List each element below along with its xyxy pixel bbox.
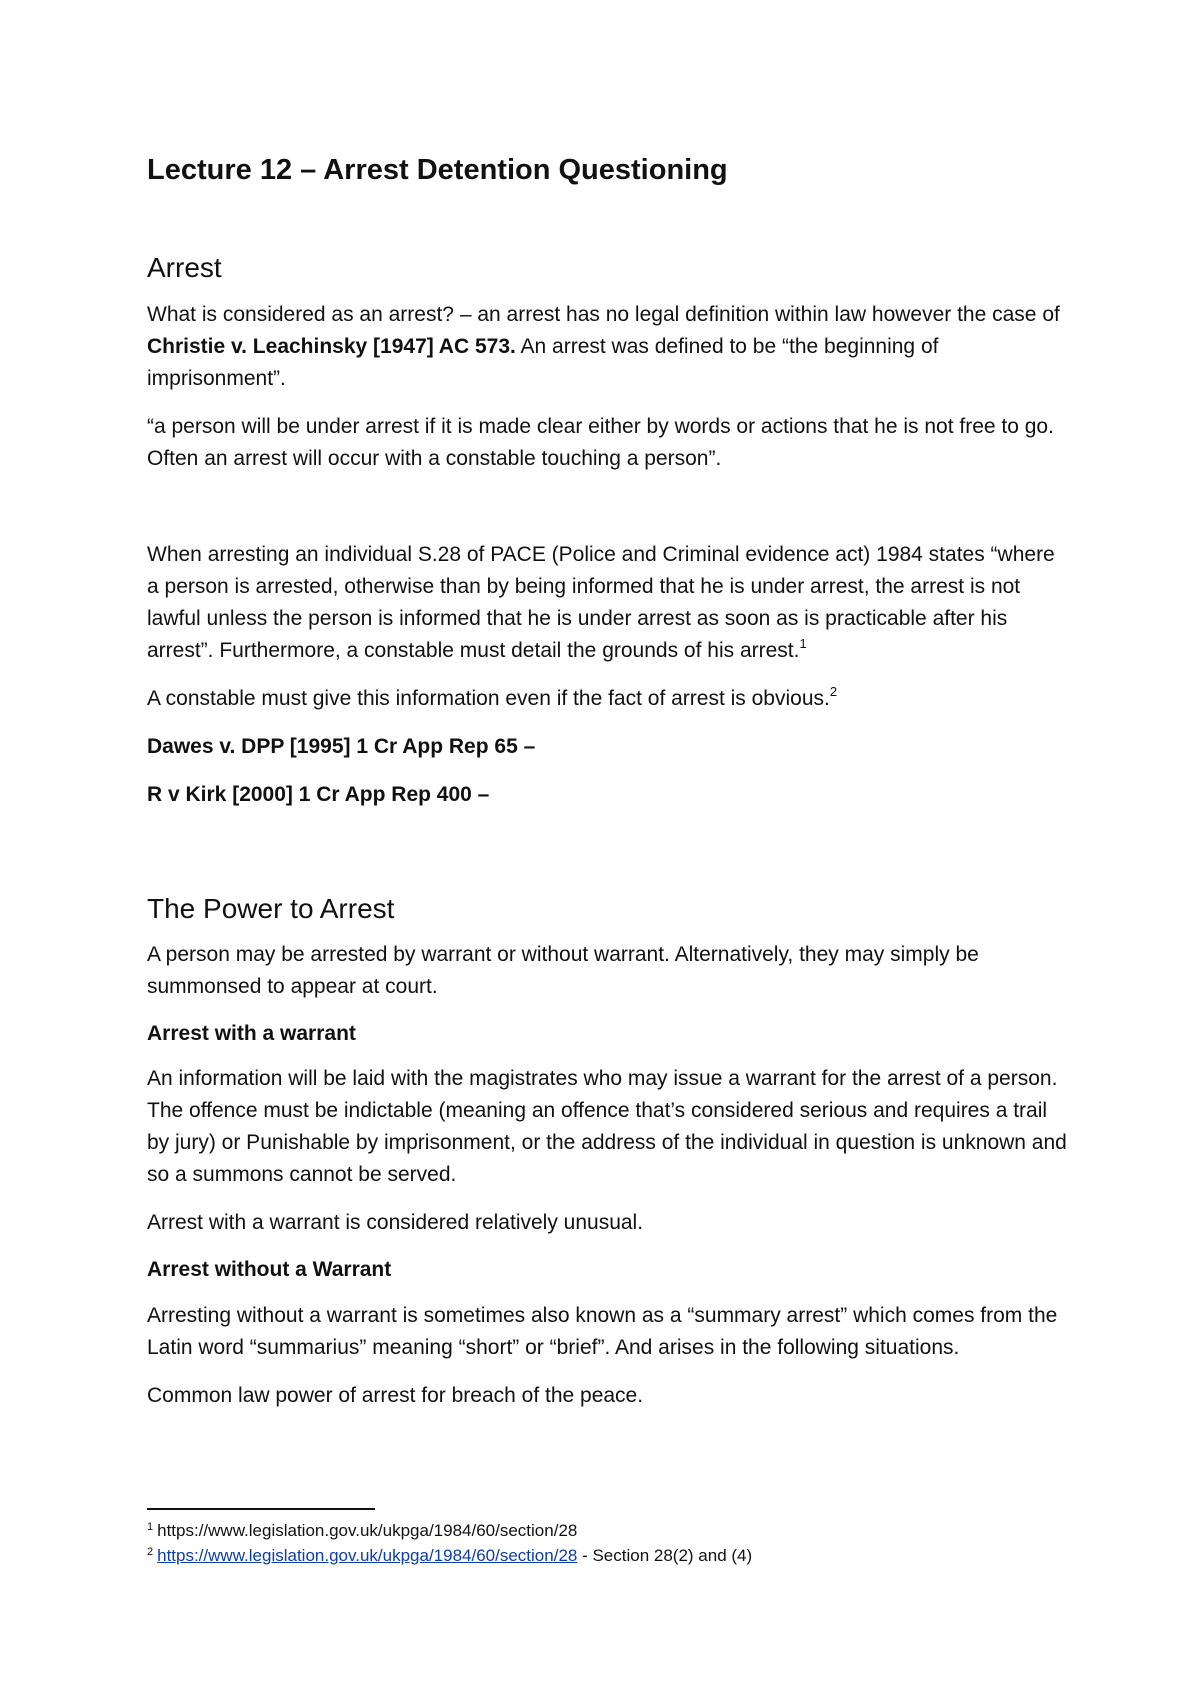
footnote-link[interactable]: https://www.legislation.gov.uk/ukpga/1984/60/section/28 bbox=[157, 1546, 578, 1565]
paragraph-pace-s28 bbox=[147, 539, 1067, 667]
paragraph-text: An arrest was defined to be “the beginning of imprisonment”. bbox=[147, 334, 939, 390]
footnote-number: 2 bbox=[147, 1546, 154, 1558]
paragraph-warrant-unusual: Arrest with a warrant is considered relatively unusual. bbox=[147, 1211, 644, 1235]
footnote-number: 1 bbox=[147, 1521, 154, 1533]
blank-line bbox=[147, 491, 1067, 539]
paragraph-breach-of-peace: Common law power of arrest for breach of the peace. bbox=[147, 1383, 644, 1407]
section-arrest bbox=[147, 250, 1067, 810]
footnote-reference[interactable]: 2 bbox=[829, 683, 838, 699]
paragraph-arrest-quote: “a person will be under arrest if it is made clear either by words or actions that he is not free to go. Often an arrest will occur with a constable touching a person”. bbox=[147, 414, 1054, 470]
paragraph-arrest-definition bbox=[147, 299, 1067, 395]
paragraph-summary-arrest: Arresting without a warrant is sometimes also known as a “summary arrest” which comes from the Latin word “summarius” meaning “short” or “brief”. And arises in the following situations. bbox=[147, 1303, 1058, 1359]
heading-power-to-arrest: The Power to Arrest bbox=[147, 892, 395, 924]
footnote-separator bbox=[147, 1508, 375, 1510]
case-citation-kirk: R v Kirk [2000] 1 Cr App Rep 400 – bbox=[147, 782, 490, 806]
paragraph-constable-information bbox=[147, 683, 1067, 715]
subheading-arrest-without-warrant: Arrest without a Warrant bbox=[147, 1258, 392, 1282]
case-citation-christie: Christie v. Leachinsky [1947] AC 573. bbox=[147, 334, 516, 358]
paragraph-warrant-information: An information will be laid with the magistrates who may issue a warrant for the arrest of a person. The offence must be indictable (meaning an offence that’s considered serious and requires a trail by jury) or Punishable by imprisonment, or the address of the individual in question is unknown and so a summons cannot be served. bbox=[147, 1067, 1067, 1187]
paragraph-power-intro: A person may be arrested by warrant or without warrant. Alternatively, they may simply be summonsed to appear at court. bbox=[147, 943, 979, 999]
footnote-2 bbox=[147, 1543, 1067, 1568]
footnote-url: https://www.legislation.gov.uk/ukpga/1984/60/section/28 bbox=[157, 1521, 578, 1540]
paragraph-text: What is considered as an arrest? – an arrest has no legal definition within law however the case of bbox=[147, 302, 1060, 326]
heading-arrest: Arrest bbox=[147, 252, 222, 284]
footnote-suffix: - Section 28(2) and (4) bbox=[577, 1546, 753, 1565]
paragraph-text: A constable must give this information even if the fact of arrest is obvious. bbox=[147, 686, 830, 710]
blank-line bbox=[147, 827, 1067, 891]
footnote-reference[interactable]: 1 bbox=[799, 635, 807, 651]
document-body bbox=[147, 140, 1067, 1428]
section-power-to-arrest bbox=[147, 891, 1067, 1412]
document-title: Lecture 12 – Arrest Detention Questioning bbox=[147, 154, 728, 186]
paragraph-text: When arresting an individual S.28 of PACE (Police and Criminal evidence act) 1984 states “where a person is arrested, otherwise than by being informed that he is under arrest, the arrest is not lawful unless the person is informed that he is under arrest as soon as is practicable after his arrest”. Furthermore, a constable must detail the grounds of his arrest. bbox=[147, 542, 1055, 662]
case-citation-dawes: Dawes v. DPP [1995] 1 Cr App Rep 65 – bbox=[147, 734, 536, 758]
footnotes bbox=[147, 1508, 1067, 1568]
subheading-arrest-with-warrant: Arrest with a warrant bbox=[147, 1022, 356, 1046]
footnote-1 bbox=[147, 1518, 1067, 1543]
